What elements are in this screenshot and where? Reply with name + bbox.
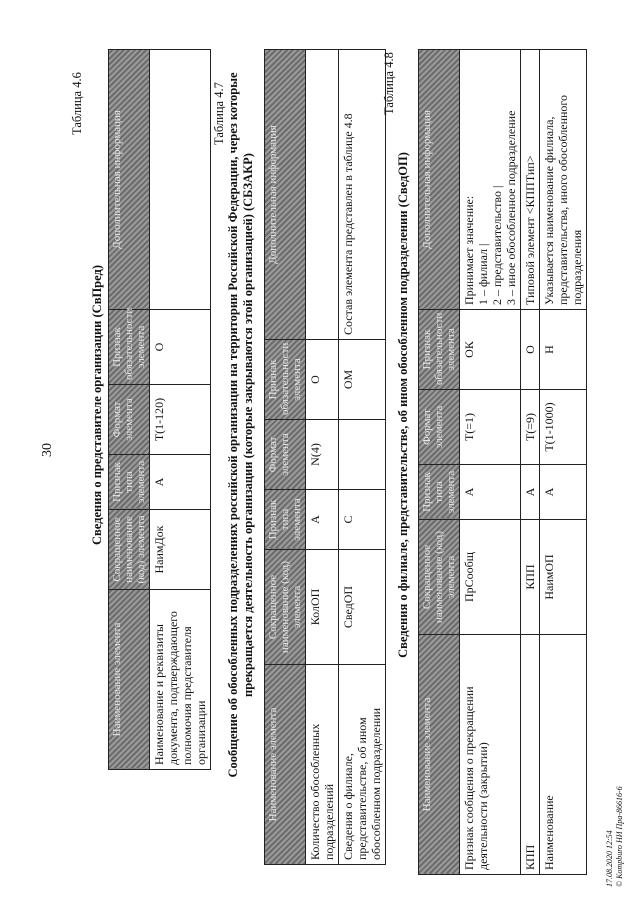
cell-name: Наименование (540, 635, 587, 875)
page-number: 30 (40, 443, 55, 457)
cell-code: ПрСообщ (460, 520, 521, 635)
info-line: 3 – иное обособленное подразделение (504, 110, 518, 305)
header-cell: Дополнительная информация (109, 50, 150, 310)
info-line: 2 – представительство | (490, 185, 504, 305)
header-cell: Признак типа элемента (419, 465, 460, 520)
cell-type: С (339, 490, 386, 550)
cell-info (460, 50, 521, 310)
header-cell: Признак типа элемента (265, 490, 306, 550)
cell-required: ОК (460, 310, 521, 390)
cell-code: КПП (521, 520, 540, 635)
cell-required: Н (540, 310, 587, 390)
header-cell: Дополнительная информация (265, 50, 306, 340)
header-cell: Сокращенное наименование (код) элемента (109, 510, 150, 590)
cell-format: T(1-1000) (540, 390, 587, 465)
header-cell: Наименование элемента (265, 665, 306, 865)
cell-name: Количество обособленных подразделений (306, 665, 339, 865)
cell-type: А (306, 490, 339, 550)
cell-info: Типовой элемент <КППТип> (521, 50, 540, 310)
footer-stamp (605, 786, 625, 887)
table-row (339, 50, 386, 865)
info-line: Принимает значение: (462, 195, 476, 305)
header-cell: Признак обязательности элемента (109, 310, 150, 385)
cell-name: Сведения о филиале, представительстве, об ином обособленном подразделении (339, 665, 386, 865)
cell-code: НаимОП (540, 520, 587, 635)
header-cell: Признак обязательности элемента (419, 310, 460, 390)
cell-info: Состав элемента представлен в таблице 4.8 (339, 50, 386, 340)
cell-code: КолОП (306, 550, 339, 665)
header-cell: Наименование элемента (419, 635, 460, 875)
cell-info (150, 50, 211, 310)
table-4-8-title: Сведения о филиале, представительстве, об ином обособленном подразделении (СведОП) (396, 152, 410, 658)
table-4-7-label: Таблица 4.7 (212, 82, 226, 145)
cell-type: А (460, 465, 521, 520)
cell-format: T(=9) (521, 390, 540, 465)
header-cell: Формат элемента (109, 385, 150, 455)
footer-date: 17.08.2020 12:54 (605, 830, 614, 887)
cell-code: СведОП (339, 550, 386, 665)
table-header-row (265, 50, 306, 865)
cell-format: N(4) (306, 420, 339, 490)
cell-format (339, 420, 386, 490)
header-cell: Формат элемента (419, 390, 460, 465)
header-cell: Признак обязательности элемента (265, 340, 306, 420)
table-4-8-label: Таблица 4.8 (382, 52, 396, 115)
header-cell: Сокращенное наименование (код) элемента (265, 550, 306, 665)
table-4-6 (108, 49, 211, 770)
table-header-row (109, 50, 150, 770)
header-cell: Признак типа элемента (109, 455, 150, 510)
info-line: 1 – филиал | (476, 243, 490, 305)
table-row (540, 50, 587, 875)
header-cell: Сокращенное наименование (код) элемента (419, 520, 460, 635)
cell-type: А (150, 455, 211, 510)
footer-source: © Kompburo НИ Пра-86616-6 (615, 786, 624, 887)
table-4-6-title: Сведения о представителе организации (СвПред) (90, 265, 104, 545)
table-4-7-title: Сообщение об обособленных подразделениях российской организации на территории Российской Федерации, через которые прекращается деятельность организации (которые закрываются этой организацией) (СБЗАКР) (226, 72, 255, 778)
table-row (306, 50, 339, 865)
cell-name: Признак сообщения о прекращении деятельности (закрытии) (460, 635, 521, 875)
table-header-row (419, 50, 460, 875)
table-row (150, 50, 211, 770)
cell-required: О (521, 310, 540, 390)
table-4-8 (418, 49, 587, 875)
table-4-7 (264, 49, 386, 865)
header-cell: Наименование элемента (109, 590, 150, 770)
cell-format: T(=1) (460, 390, 521, 465)
header-cell: Формат элемента (265, 420, 306, 490)
cell-format: T(1-120) (150, 385, 211, 455)
cell-type: А (521, 465, 540, 520)
table-4-6-label: Таблица 4.6 (70, 72, 84, 135)
cell-type: А (540, 465, 587, 520)
header-cell: Дополнительная информация (419, 50, 460, 310)
cell-code: НаимДок (150, 510, 211, 590)
table-row (460, 50, 521, 875)
cell-required: О (150, 310, 211, 385)
cell-required: О (306, 340, 339, 420)
cell-required: ОМ (339, 340, 386, 420)
table-row (521, 50, 540, 875)
cell-info (306, 50, 339, 340)
cell-info: Указывается наименование филиала, представительства, иного обособленного подразделения (540, 50, 587, 310)
cell-name: КПП (521, 635, 540, 875)
cell-name: Наименование и реквизиты документа, подтверждающего полномочия представителя организации (150, 590, 211, 770)
